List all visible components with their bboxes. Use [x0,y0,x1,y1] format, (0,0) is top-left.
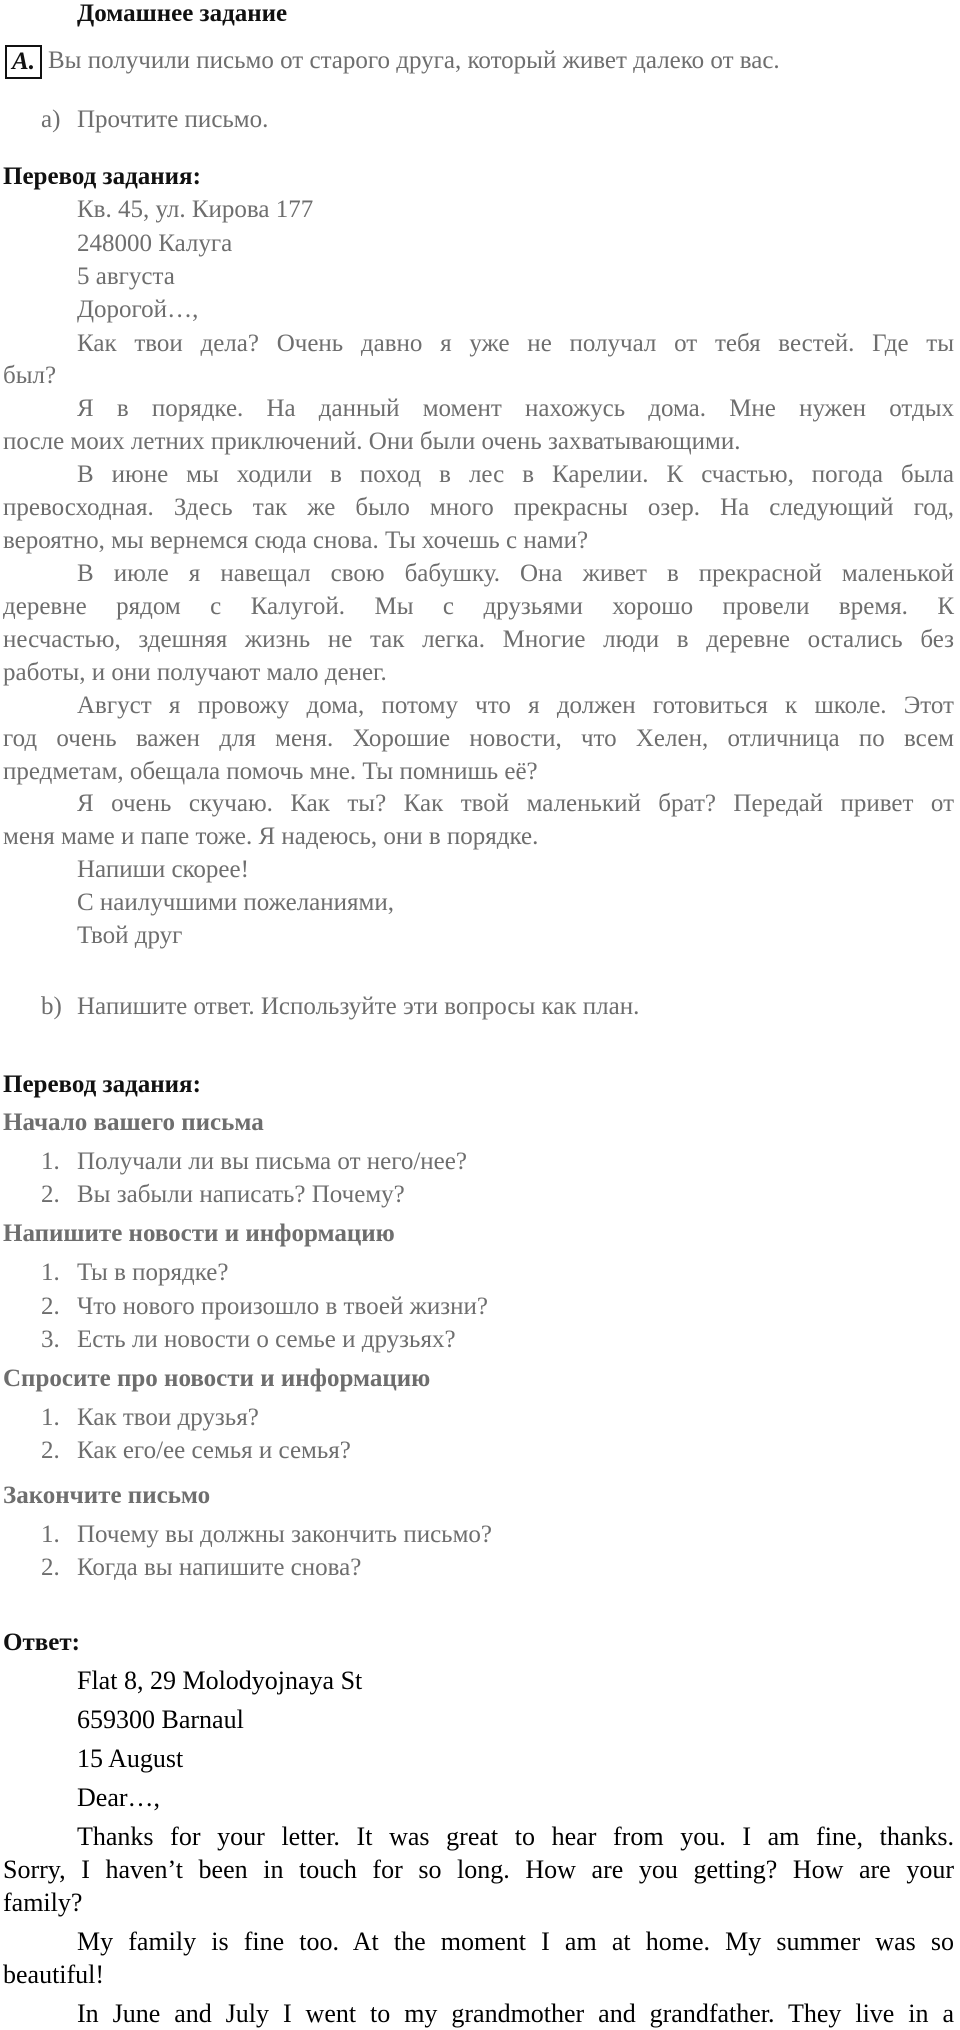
plan-item: Как твои друзья? [77,1404,259,1431]
plan-item: Ты в порядке? [77,1259,229,1286]
plan-item: Что нового произошло в твоей жизни? [77,1293,488,1320]
answer-line: In June and July I went to my grandmother and grandfather. They live in a [77,1999,954,2028]
plan-section-title: Закончите письмо [3,1482,211,1509]
page-title: Домашнее задание [77,0,288,27]
letter-line: 248000 Калуга [77,230,233,257]
part-b-text: Напишите ответ. Используйте эти вопросы как план. [77,993,640,1020]
letter-line: несчастью, здешняя жизнь не так легка. Многие люди в деревне остались без [3,626,954,653]
part-a-text: Прочтите письмо. [77,106,269,133]
plan-section-title: Начало вашего письма [3,1109,264,1136]
plan-item-number: 1. [41,1148,60,1175]
letter-line: превосходная. Здесь так же было много прекрасны озер. На следующий год, [3,494,954,521]
answer-line: My family is fine too. At the moment I am at home. My summer was so [77,1927,954,1956]
answer-heading: Ответ: [3,1629,80,1656]
plan-item-number: 2. [41,1437,60,1464]
plan-item: Вы забыли написать? Почему? [77,1181,405,1208]
plan-item-number: 1. [41,1521,60,1548]
answer-line: Sorry, I haven’t been in touch for so long. How are you getting? How are your [3,1855,954,1884]
letter-line: после моих летних приключений. Они были очень захватывающими. [3,428,741,455]
letter-line: С наилучшими пожеланиями, [77,889,394,916]
plan-section-title: Спросите про новости и информацию [3,1365,431,1392]
part-b-marker: b) [41,993,62,1020]
plan-item: Почему вы должны закончить письмо? [77,1521,492,1548]
letter-line: Август я провожу дома, потому что я должен готовиться к школе. Этот [77,692,954,719]
letter-line: был? [3,362,57,389]
letter-line: предметам, обещала помочь мне. Ты помнишь её? [3,758,538,785]
answer-line: Flat 8, 29 Molodyojnaya St [77,1666,363,1695]
plan-item-number: 2. [41,1181,60,1208]
letter-line: 5 августа [77,263,175,290]
answer-line: 659300 Barnaul [77,1705,244,1734]
letter-line: деревне рядом с Калугой. Мы с друзьями хорошо провели время. К [3,593,954,620]
plan-item-number: 1. [41,1404,60,1431]
translation-heading: Перевод задания: [3,1071,201,1098]
plan-item: Как его/ее семья и семья? [77,1437,351,1464]
letter-line: Твой друг [77,922,183,949]
answer-line: Dear…, [77,1783,161,1812]
plan-item: Когда вы напишите снова? [77,1554,362,1581]
letter-line: В июне мы ходили в поход в лес в Карелии. К счастью, погода была [77,461,954,488]
plan-item: Есть ли новости о семье и друзьях? [77,1326,456,1353]
plan-item-number: 2. [41,1554,60,1581]
task-marker: A. [5,45,42,79]
letter-line: Я в порядке. На данный момент нахожусь дома. Мне нужен отдых [77,395,954,422]
letter-line: В июле я навещал свою бабушку. Она живет в прекрасной маленькой [77,560,954,587]
answer-line: family? [3,1888,83,1917]
plan-item-number: 3. [41,1326,60,1353]
letter-line: работы, и они получают мало денег. [3,659,387,686]
plan-item: Получали ли вы письма от него/нее? [77,1148,467,1175]
answer-line: beautiful! [3,1960,105,1989]
answer-line: Thanks for your letter. It was great to hear from you. I am fine, thanks. [77,1822,954,1851]
task-text: Вы получили письмо от старого друга, который живет далеко от вас. [48,47,780,74]
letter-line: Кв. 45, ул. Кирова 177 [77,196,314,223]
letter-line: Дорогой…, [77,296,199,323]
letter-line: Напиши скорее! [77,856,249,883]
letter-line: год очень важен для меня. Хорошие новости, что Хелен, отличница по всем [3,725,954,752]
plan-section-title: Напишите новости и информацию [3,1220,395,1247]
letter-line: вероятно, мы вернемся сюда снова. Ты хочешь с нами? [3,527,589,554]
letter-line: Я очень скучаю. Как ты? Как твой маленький брат? Передай привет от [77,790,954,817]
answer-line: 15 August [77,1744,184,1773]
letter-line: меня маме и папе тоже. Я надеюсь, они в порядке. [3,823,539,850]
plan-item-number: 1. [41,1259,60,1286]
translation-heading: Перевод задания: [3,163,201,190]
plan-item-number: 2. [41,1293,60,1320]
letter-line: Как твои дела? Очень давно я уже не получал от тебя вестей. Где ты [77,330,954,357]
part-a-marker: a) [41,106,61,133]
